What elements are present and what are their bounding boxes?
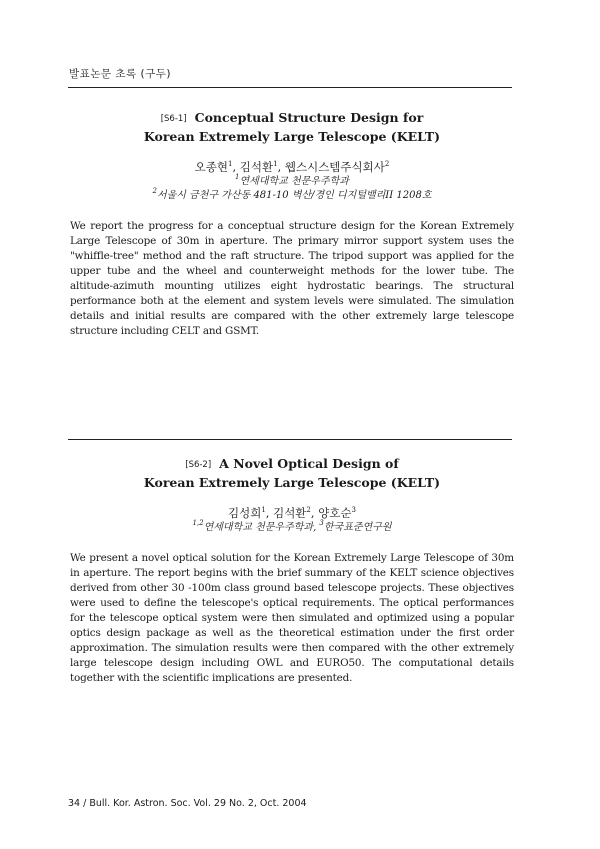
affiliation-text: 한국표준연구원	[323, 522, 392, 533]
affiliation	[70, 175, 514, 189]
author-sup: 2	[306, 506, 311, 514]
affiliation-sup: 3	[319, 519, 324, 527]
author-name: 김석환	[239, 160, 274, 174]
title-line-2: Korean Extremely Large Telescope (KELT)	[143, 475, 441, 490]
affiliation-sup: 1	[235, 173, 240, 181]
author-sup: 2	[384, 160, 390, 168]
affiliation-text: 연세대학교 천문우주학과	[239, 176, 349, 187]
affiliation-sup: 2	[152, 187, 157, 195]
author-list: 오종현$^1$, 김석환$^1$, 웹스시스템주식회사$^2$	[194, 160, 390, 174]
affiliation: $^{1,2}$연세대학교 천문우주학과, $^3$한국표준연구원	[192, 519, 392, 533]
page-footer: 34 / Bull. Kor. Astron. Soc. Vol. 29 No. 2, Oct. 2004	[68, 798, 307, 809]
author-name: 김석환	[273, 506, 307, 520]
abstract-body: We present a novel optical solution for the Korean Extremely Large Telescope of 30m in aperture. The report begins with the brief summary of the KELT science objectives derived from other 30 -100m class ground based telescope projects. These objectives were used to define the telescope's optical requirements. The optical performances for the telescope optical system were then simulated and optimized using a popular optics design package as well as the theoretical estimation under the first order approximation. The simulation results were then compared with the other extremely large telescope design including OWL and EURO50. The computational details together with the scientific implications are presented.	[70, 552, 514, 684]
abstract-title	[70, 455, 514, 492]
author-list: 김성희$^1$, 김석환$^2$, 양호순$^3$	[227, 506, 356, 520]
author-name: 김성희	[227, 506, 262, 520]
affiliation	[70, 189, 514, 203]
affiliation-text: 연세대학교 천문우주학과	[203, 522, 314, 533]
affiliation-text: 서울시 금천구 가산동 481-10 벽산/경인 디지털밸리II 1208호	[156, 190, 432, 201]
abstract-code: [S6-1]	[160, 114, 187, 124]
abstract-s6-1	[70, 109, 514, 339]
author-name: 양호순	[318, 506, 352, 520]
author-sup: 1	[227, 160, 233, 168]
author-sup: 1	[273, 160, 278, 168]
title-line-1: A Novel Optical Design of	[219, 456, 399, 471]
author-sup: 3	[351, 506, 356, 514]
section-header: 발표논문 초록 (구두)	[69, 68, 172, 80]
abstract-code: [S6-2]	[185, 460, 212, 470]
section-divider	[68, 439, 512, 440]
title-line-1: Conceptual Structure Design for	[194, 110, 424, 125]
author-name: 웹스시스템주식회사	[284, 160, 385, 174]
affiliation-sup: 1,2	[192, 519, 204, 527]
abstract-body: We report the progress for a conceptual structure design for the Korean Extremely Large Telescope of 30m in aperture. The primary mirror support system uses the "whiffle-tree" method and the raft structure. The tripod support was applied for the upper tube and the wheel and counterweight methods for the lower tube. The altitude-azimuth mounting utilizes eight hydrostatic bearings. The structural performance both at the element and system levels were simulated. The simulation details and initial results are compared with the other extremely large telescope structure including CELT and GSMT.	[70, 220, 514, 337]
abstract-title	[70, 109, 514, 146]
author-name: 오종현	[194, 160, 228, 174]
abstract-s6-2	[70, 455, 514, 686]
top-rule	[68, 87, 512, 88]
title-line-2: Korean Extremely Large Telescope (KELT)	[143, 129, 441, 144]
author-sup: 1	[261, 506, 266, 514]
